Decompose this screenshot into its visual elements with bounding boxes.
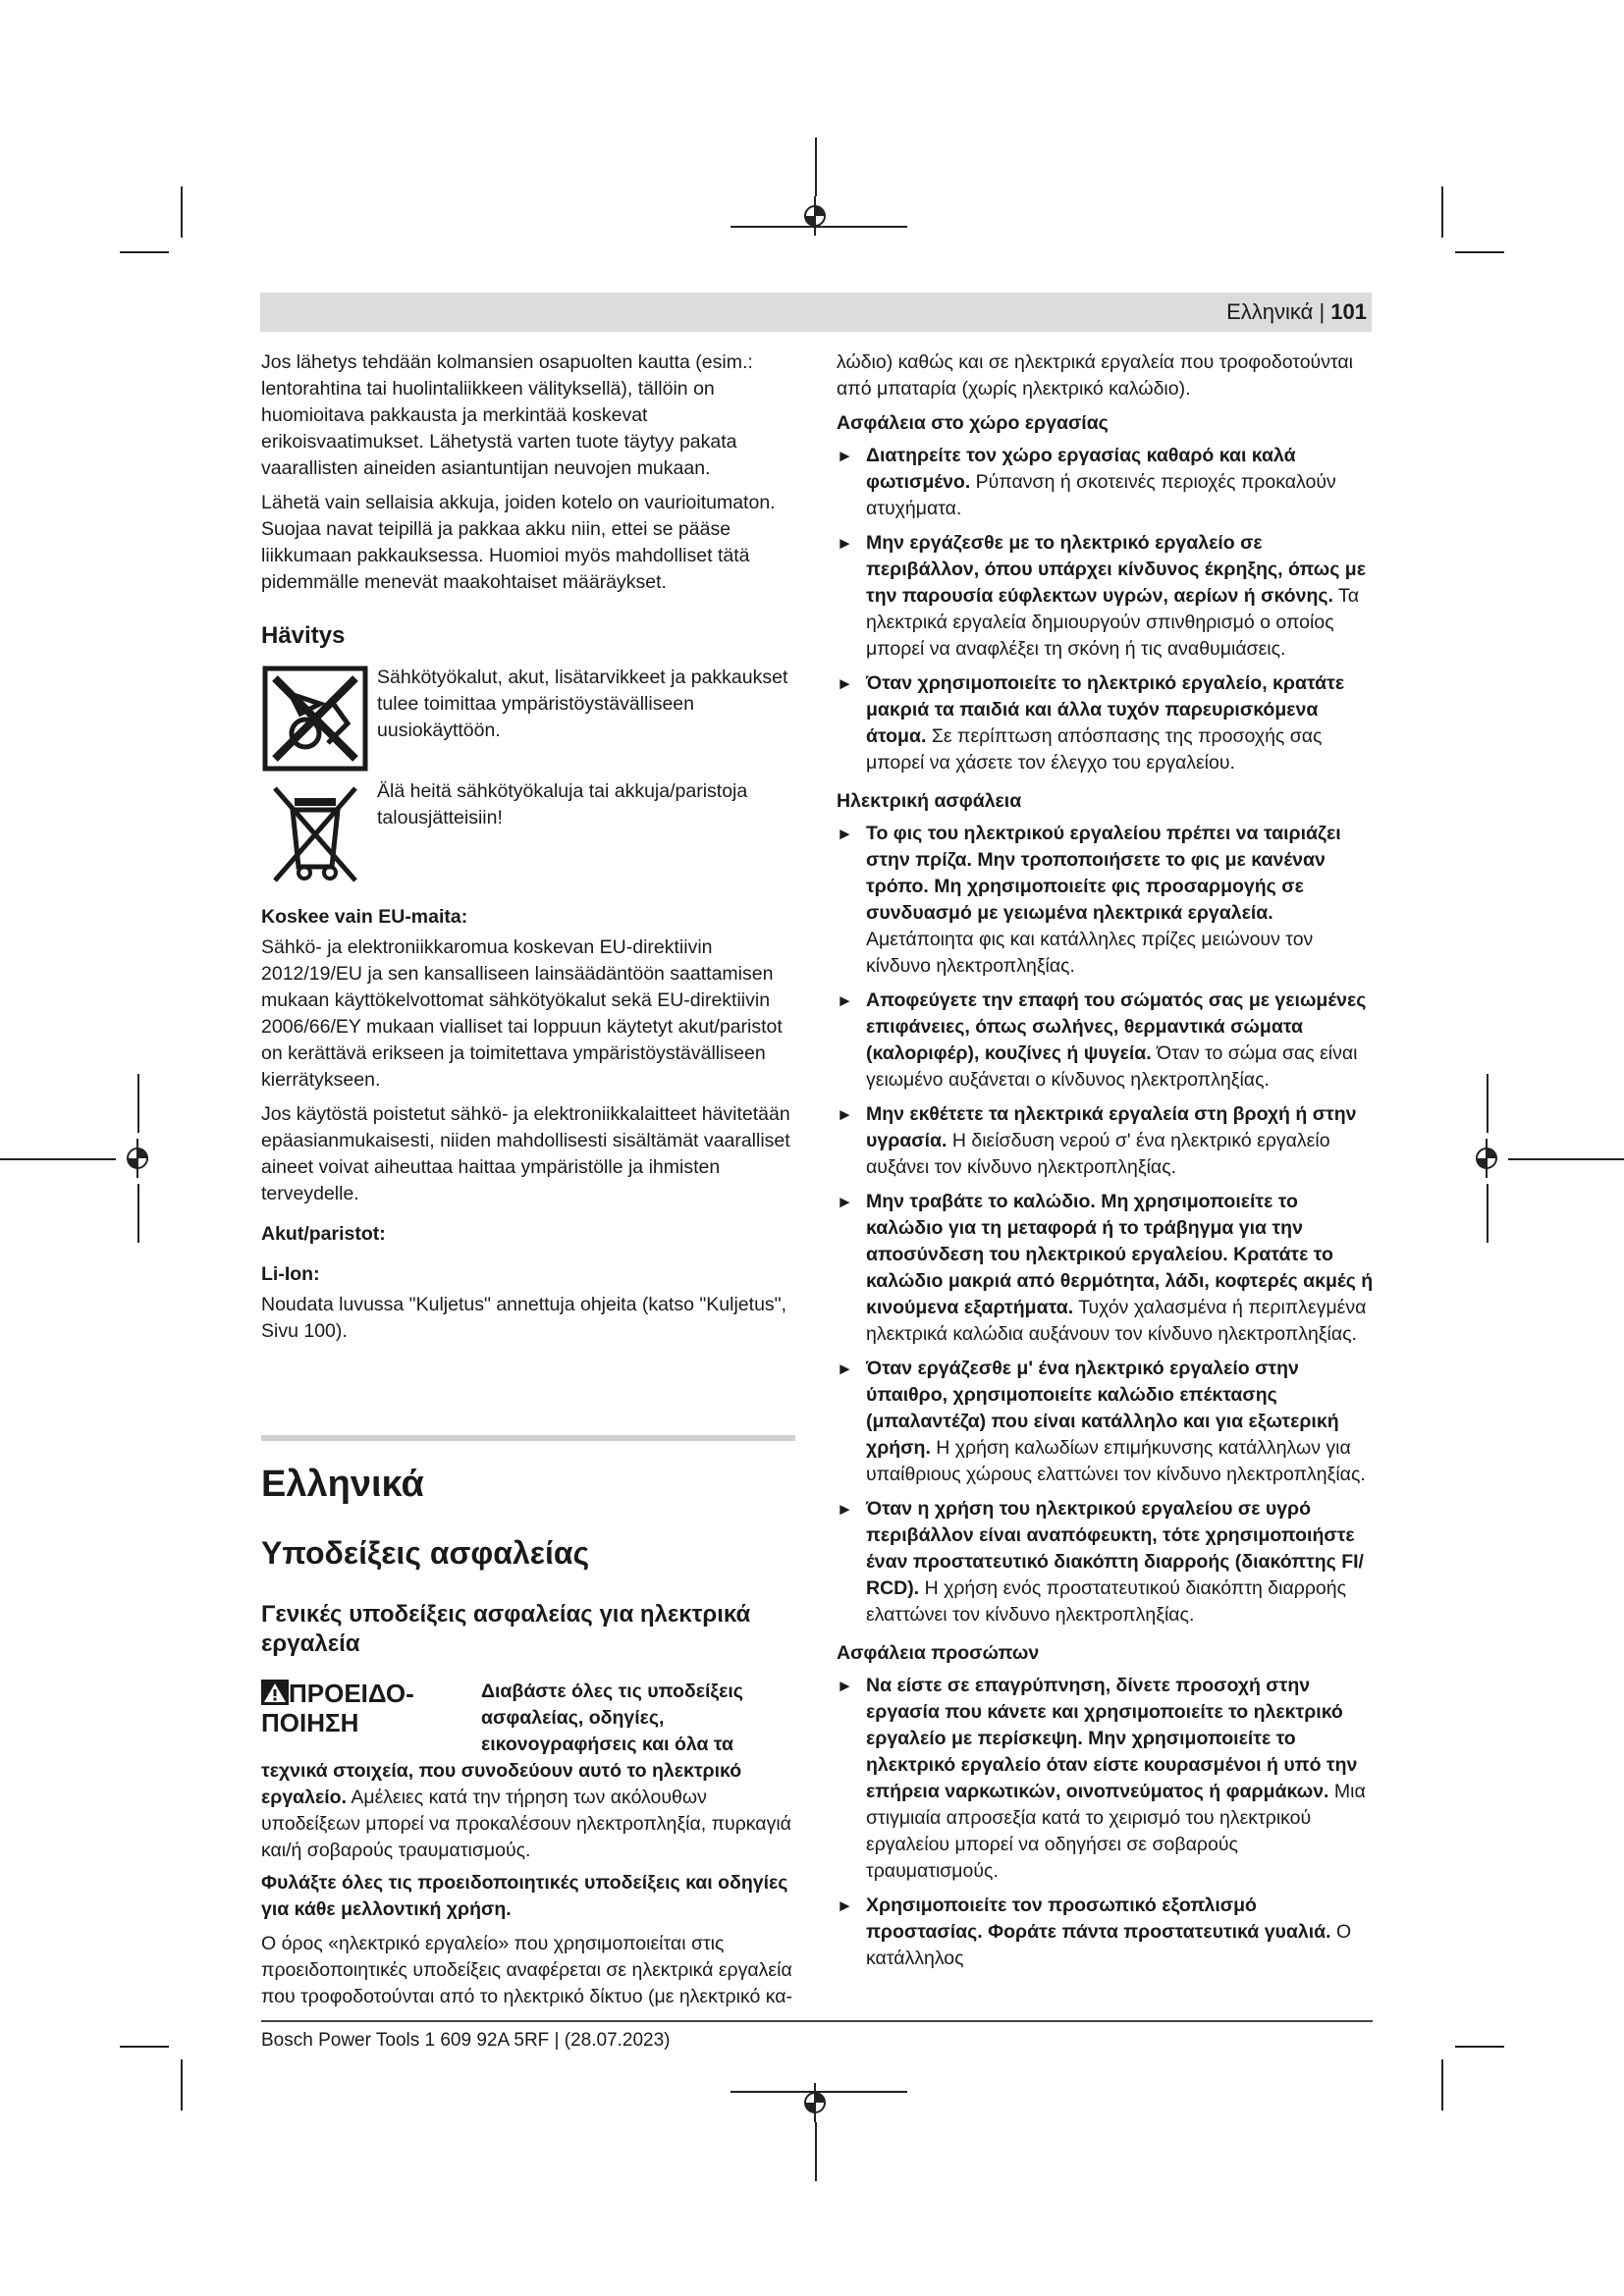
registration-mark-icon xyxy=(118,1139,157,1178)
list-item xyxy=(837,1189,1374,1348)
list-item-text xyxy=(866,670,1374,776)
crop-mark xyxy=(120,251,169,253)
list-item-text xyxy=(866,821,1374,980)
bullet-arrow-icon: ► xyxy=(837,1500,853,1519)
page-header-band xyxy=(260,293,1372,332)
page-footer: Bosch Power Tools 1 609 92A 5RF | (28.07.2023) xyxy=(261,2030,671,2051)
section-divider xyxy=(261,1435,795,1441)
electrical-heading: Ηλεκτρική ασφάλεια xyxy=(837,790,1022,812)
list-item-bold: Να είστε σε επαγρύπνηση, δίνετε προσοχή στην εργασία που κάνετε και χρησιμοποιείτε το ηλεκτρικό εργαλείο με περίσκεψη. Μην χρησιμοποιείτε το ηλεκτρικό εργαλείο όταν είστε κουρασμένοι ή υπό την επήρεια ναρκωτικών, οινοπνεύματος ή φαρμάκων. xyxy=(866,1675,1358,1802)
list-item-body: Αμετάποιητα φις και κατάλληλες πρίζες μειώνουν τον κίνδυνο ηλεκτροπληξίας. xyxy=(866,929,1314,977)
page-number: 101 xyxy=(1330,299,1367,324)
list-item xyxy=(837,670,1374,776)
personal-list xyxy=(837,1673,1374,1972)
list-item-bold: Χρησιμοποιείτε τον προσωπικό εξοπλισμό προστασίας. Φοράτε πάντα προστατευτικά γυαλιά. xyxy=(866,1895,1331,1943)
list-item-text xyxy=(866,1189,1374,1348)
disposal-text: Älä heitä sähkötyökaluja tai akkuja/paristoja talousjätteisiin! xyxy=(377,780,748,828)
list-item-body: Η χρήση καλωδίων επιμήκυνσης κατάλληλων για υπαίθριους χώρους ελαττώνει τον κίνδυνο ηλεκτροπληξίας. xyxy=(866,1437,1366,1485)
recycle-crossed-icon xyxy=(261,665,369,773)
warning-label-text: ΠΡΟΕΙΔΟΠΟΙΗΣΗ xyxy=(261,1679,414,1737)
list-item xyxy=(837,1101,1374,1181)
bullet-arrow-icon: ► xyxy=(837,1896,853,1915)
crop-mark xyxy=(1508,1158,1624,1160)
crop-mark xyxy=(731,226,907,228)
disposal-heading: Hävitys xyxy=(261,622,346,649)
list-item xyxy=(837,988,1374,1094)
footer-rule xyxy=(261,2020,1373,2022)
bullet-arrow-icon: ► xyxy=(837,534,853,553)
crop-mark xyxy=(181,2059,183,2110)
crop-mark xyxy=(1487,1074,1489,1133)
registration-mark-icon xyxy=(795,196,835,236)
list-item-body: Τυχόν χαλασμένα ή περιπλεγμένα ηλεκτρικά καλώδια αυξάνουν τον κίνδυνο ηλεκτροπληξίας. xyxy=(866,1297,1367,1345)
list-item-body: Η χρήση ενός προστατευτικού διακόπτη διαρροής ελαττώνει τον κίνδυνο ηλεκτροπληξίας. xyxy=(866,1577,1347,1626)
list-item xyxy=(837,1356,1374,1488)
list-item-body: Ο κατάλληλος xyxy=(866,1921,1352,1969)
list-item-text xyxy=(866,530,1374,663)
list-item-text xyxy=(866,1101,1374,1181)
eu-heading: Koskee vain EU-maita: xyxy=(261,906,468,928)
bullet-arrow-icon: ► xyxy=(837,1677,853,1695)
personal-heading: Ασφάλεια προσώπων xyxy=(837,1642,1040,1664)
crop-mark xyxy=(1487,1184,1489,1243)
crop-mark xyxy=(120,2046,169,2048)
list-item-bold: Αποφεύγετε την επαφή του σώματός σας με γειωμένες επιφάνειες, όπως σωλήνες, θερμαντικά σώματα (καλοριφέρ), κουζίνες ή ψυγεία. xyxy=(866,989,1367,1064)
keep-instructions: Φυλάξτε όλες τις προειδοποιητικές υποδείξεις και οδηγίες για κάθε μελλοντική χρήση. xyxy=(261,1872,788,1920)
warning-label xyxy=(261,1679,467,1737)
crossed-out-bin-icon xyxy=(261,778,369,886)
paragraph: Jos lähetys tehdään kolmansien osapuolten kautta (esim.: lentorahtina tai huolintaliikkeen välityksellä), tällöin on huomioitava pakkausta ja merkintää koskevat erikoisvaatimukset. Lähetystä varten tuote täytyy pakata vaarallisten aineiden asiantuntijan neuvojen mukaan. xyxy=(261,351,753,479)
list-item xyxy=(837,1673,1374,1885)
crop-mark xyxy=(731,2091,907,2093)
list-item-body: Μια στιγμιαία απροσεξία κατά το χειρισμό του ηλεκτρικού εργαλείου μπορεί να οδηγήσει σε σοβαρούς τραυματισμούς. xyxy=(866,1781,1366,1882)
liion-heading: Li-Ion: xyxy=(261,1263,320,1285)
paragraph: λώδιο) καθώς και σε ηλεκτρικά εργαλεία που τροφοδοτούνται από μπαταρία (χωρίς ηλεκτρικό καλώδιο). xyxy=(837,351,1353,400)
header-separator: | xyxy=(1319,299,1326,324)
work-area-list xyxy=(837,443,1374,776)
disposal-row xyxy=(261,665,795,773)
list-item xyxy=(837,443,1374,522)
warning-text: Αμέλειες κατά την τήρηση των ακόλουθων υποδείξεων μπορεί να προκαλέσουν ηλεκτροπληξία, πυρκαγιά και/ή σοβαρούς τραυματισμούς. xyxy=(261,1787,791,1861)
list-item xyxy=(837,821,1374,980)
crop-mark xyxy=(1441,2059,1443,2110)
warning-block xyxy=(261,1679,795,1864)
disposal-row xyxy=(261,778,795,886)
crop-mark xyxy=(0,1158,116,1160)
crop-mark xyxy=(1455,251,1504,253)
paragraph: Lähetä vain sellaisia akkuja, joiden kotelo on vaurioitumaton. Suojaa navat teipillä ja pakkaa akku niin, ettei se pääse liikkumaan pakkauksessa. Huomioi myös mahdolliset tätä pidemmälle menevät maakohtaiset määräykset. xyxy=(261,492,776,593)
list-item-text xyxy=(866,443,1374,522)
list-item-text xyxy=(866,1893,1374,1972)
list-item-bold: Μην τραβάτε το καλώδιο. Μη χρησιμοποιείτε το καλώδιο για τη μεταφορά ή το τράβηγμα για την αποσύνδεση του ηλεκτρικού εργαλείου. Κρατάτε το καλώδιο μακριά από θερμότητα, λάδι, κοφτερές ακμές ή κινούμενα εξαρτήματα. xyxy=(866,1191,1374,1318)
crop-mark xyxy=(181,187,183,238)
list-item-bold: Μην εκθέτετε τα ηλεκτρικά εργαλεία στη βροχή ή στην υγρασία. xyxy=(866,1103,1357,1151)
warning-triangle-icon xyxy=(261,1680,289,1705)
bullet-arrow-icon: ► xyxy=(837,1193,853,1211)
paragraph: Sähkö- ja elektroniikkaromua koskevan EU-direktiivin 2012/19/EU ja sen kansalliseen lainsäädäntöön saattamisen mukaan käyttökelvottomat sähkötyökalut sekä EU-direktiivin 2006/66/EY mukaan vialliset tai loppuun käytetyt akut/paristot on kerättävä erikseen ja toimitettava ympäristöystävälliseen kierrätykseen. xyxy=(261,936,783,1091)
work-area-heading: Ασφάλεια στο χώρο εργασίας xyxy=(837,412,1109,434)
list-item-bold: Το φις του ηλεκτρικού εργαλείου πρέπει να ταιριάζει στην πρίζα. Μην τροποποιήσετε το φις με κανέναν τρόπο. Μη χρησιμοποιείτε φις προσαρμογής σε συνδυασμό με γειωμένα ηλεκτρικά εργαλεία. xyxy=(866,823,1341,924)
list-item-text xyxy=(866,1496,1374,1629)
bullet-arrow-icon: ► xyxy=(837,825,853,843)
crop-mark xyxy=(815,2122,817,2181)
list-item-text xyxy=(866,1356,1374,1488)
safety-title: Υποδείξεις ασφαλείας xyxy=(261,1535,590,1571)
crop-mark xyxy=(137,1074,139,1133)
registration-mark-icon xyxy=(795,2083,835,2122)
bullet-arrow-icon: ► xyxy=(837,1105,853,1124)
list-item-body: Όταν το σώμα σας είναι γειωμένο αυξάνεται ο κίνδυνος ηλεκτροπληξίας. xyxy=(866,1042,1358,1091)
header-section: Ελληνικά xyxy=(1226,299,1314,324)
list-item-bold: Διατηρείτε τον χώρο εργασίας καθαρό και καλά φωτισμένο. xyxy=(866,445,1296,493)
crop-mark xyxy=(137,1184,139,1243)
crop-mark xyxy=(1441,187,1443,238)
right-column xyxy=(837,349,1374,1980)
page-header xyxy=(1226,298,1367,326)
list-item-body: Ρύπανση ή σκοτεινές περιοχές προκαλούν ατυχήματα. xyxy=(866,471,1336,519)
list-item-bold: Όταν χρησιμοποιείτε το ηλεκτρικό εργαλείο, κρατάτε μακριά τα παιδιά και άλλα τυχόν παρευρισκόμενα άτομα. xyxy=(866,672,1345,747)
list-item-text xyxy=(866,1673,1374,1885)
warning-bold-text: Διαβάστε όλες τις υποδείξεις ασφαλείας, οδηγίες, εικονογραφήσεις και όλα τα τεχνικά στοιχεία, που συνοδεύουν αυτό το ηλεκτρικό εργαλείο. xyxy=(261,1681,743,1808)
crop-mark xyxy=(815,137,817,196)
electrical-list xyxy=(837,821,1374,1629)
language-title: Ελληνικά xyxy=(261,1464,424,1505)
bullet-arrow-icon: ► xyxy=(837,447,853,465)
registration-mark-icon xyxy=(1467,1139,1506,1178)
list-item xyxy=(837,1496,1374,1629)
bullet-arrow-icon: ► xyxy=(837,991,853,1010)
list-item-bold: Όταν η χρήση του ηλεκτρικού εργαλείου σε υγρό περιβάλλον είναι αναπόφευκτη, τότε χρησιμοποιήστε έναν προστατευτικό διακόπτη διαρροής (διακόπτης FI/ RCD). xyxy=(866,1498,1364,1599)
list-item-body: Η διείσδυση νερού σ' ένα ηλεκτρικό εργαλείο αυξάνει τον κίνδυνο ηλεκτροπληξίας. xyxy=(866,1130,1330,1178)
batteries-heading: Akut/paristot: xyxy=(261,1223,386,1245)
list-item-bold: Μην εργάζεσθε με το ηλεκτρικό εργαλείο σε περιβάλλον, όπου υπάρχει κίνδυνος έκρηξης, όπως με την παρουσία εύφλεκτων υγρών, αερίων ή σκόνης. xyxy=(866,532,1366,607)
paragraph: Jos käytöstä poistetut sähkö- ja elektroniikkalaitteet hävitetään epäasianmukaisesti, niiden mahdollisesti sisältämät vaaralliset aineet voivat aiheuttaa haittaa ympäristölle ja ihmisten terveydelle. xyxy=(261,1103,790,1204)
crop-mark xyxy=(1455,2046,1504,2048)
disposal-text: Sähkötyökalut, akut, lisätarvikkeet ja pakkaukset tulee toimittaa ympäristöystävälliseen uusiokäyttöön. xyxy=(377,667,788,741)
list-item-text xyxy=(866,988,1374,1094)
list-item-body: Σε περίπτωση απόσπασης της προσοχής σας μπορεί να χάσετε τον έλεγχο του εργαλείου. xyxy=(866,725,1323,774)
bullet-arrow-icon: ► xyxy=(837,674,853,693)
list-item-body: Τα ηλεκτρικά εργαλεία δημιουργούν σπινθηρισμό ο οποίος μπορεί να αναφλέξει τη σκόνη ή τις αναθυμιάσεις. xyxy=(866,585,1360,660)
bullet-arrow-icon: ► xyxy=(837,1360,853,1378)
general-safety-title: Γενικές υποδείξεις ασφαλείας για ηλεκτρικά εργαλεία xyxy=(261,1601,751,1657)
paragraph: Noudata luvussa "Kuljetus" annettuja ohjeita (katso "Kuljetus", Sivu 100). xyxy=(261,1294,787,1342)
list-item xyxy=(837,530,1374,663)
paragraph: Ο όρος «ηλεκτρικό εργαλείο» που χρησιμοποιείται στις προειδοποιητικές υποδείξεις αναφέρεται σε ηλεκτρικά εργαλεία που τροφοδοτούνται από το ηλεκτρικό δίκτυο (με ηλεκτρικό κα- xyxy=(261,1933,793,2007)
list-item xyxy=(837,1893,1374,1972)
left-column xyxy=(261,349,795,2018)
list-item-bold: Όταν εργάζεσθε μ' ένα ηλεκτρικό εργαλείο στην ύπαιθρο, χρησιμοποιείτε καλώδιο επέκτασης (μπαλαντέζα) που είναι κατάλληλο και για εξωτερική χρήση. xyxy=(866,1358,1339,1459)
